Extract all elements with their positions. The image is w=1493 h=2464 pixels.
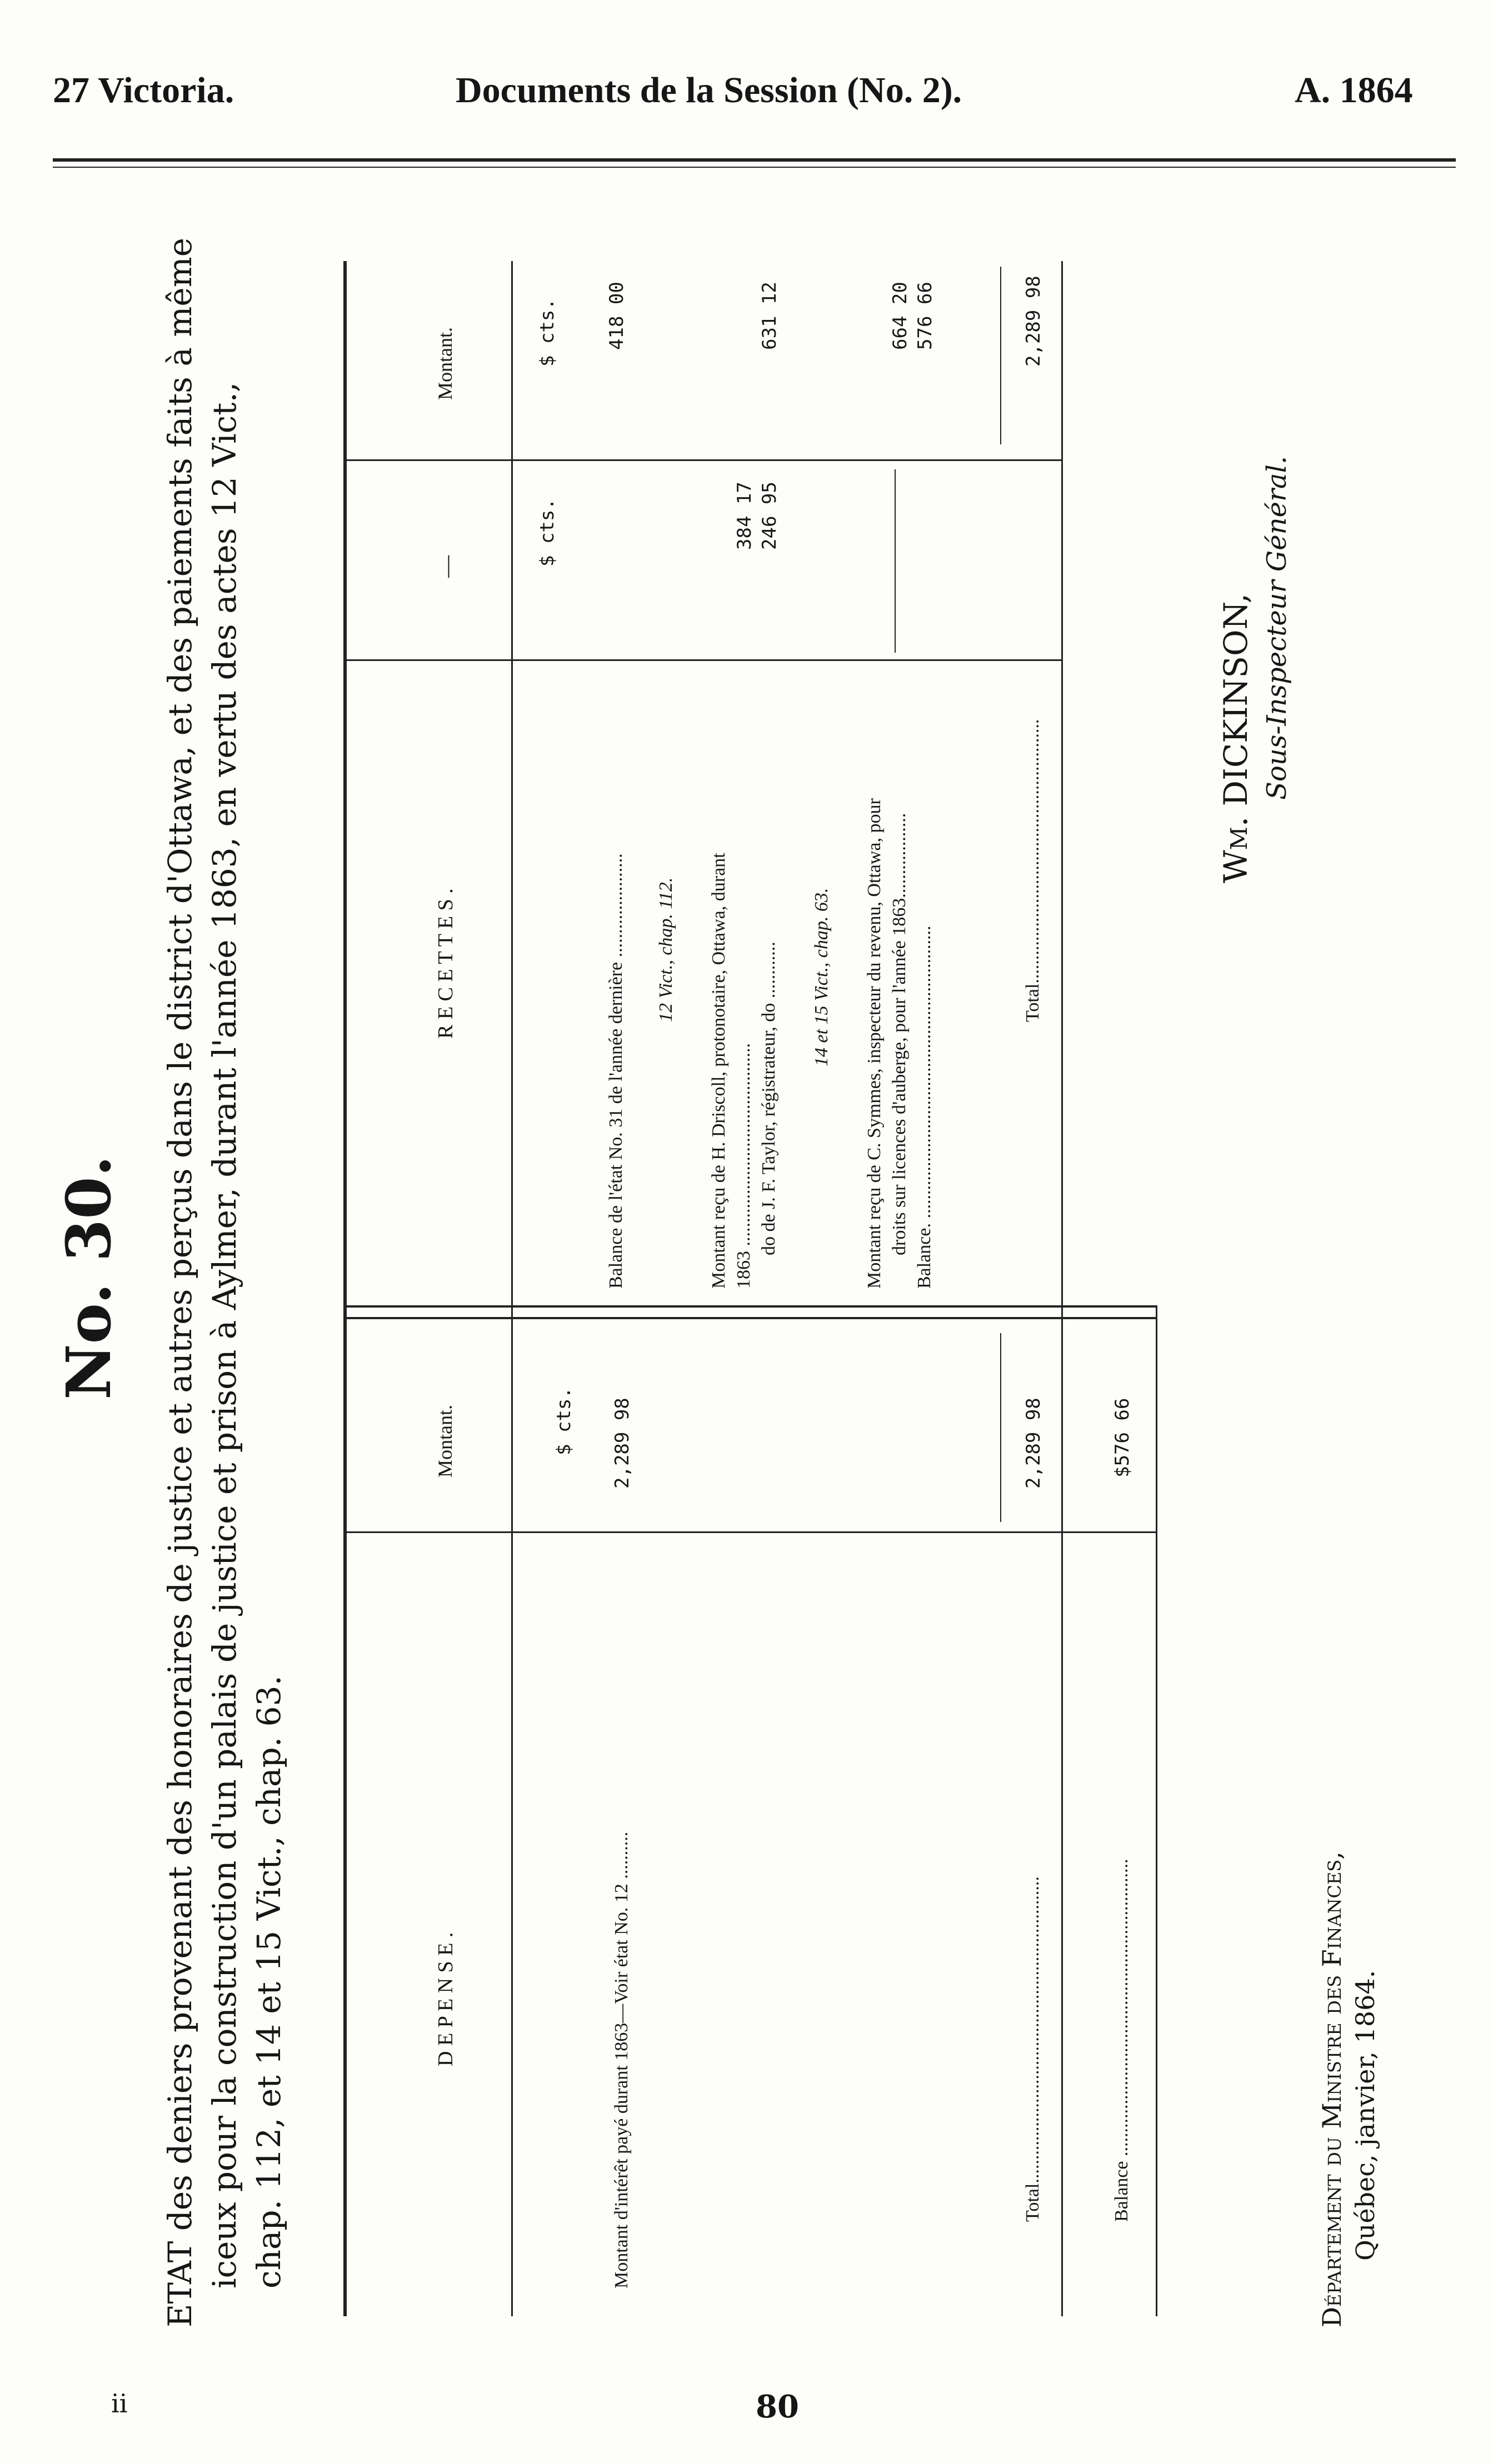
statement-number: No. 30. [53,1155,124,1400]
footer-department: Département du Ministre des Finances, [1317,1851,1347,2327]
title-line-2: iceux pour la construction d'un palais de justice et prison à Aylmer, durant l'année 1863, en vertu des actes 12 Vict., [206,382,243,2288]
depense-interest-value: 2,289 98 [611,1398,633,1489]
recettes-total-label: Total........................................................ [1022,719,1043,1022]
recettes-amount-sep [344,459,1061,461]
header-right: A. 1864 [1295,70,1413,111]
recettes-driscoll-line-2: 1863 ........................................... [733,1043,754,1289]
table-bottom-rule [1061,261,1063,2316]
recettes-subheading-14-15-vict: 14 et 15 Vict., chap. 63. [811,888,832,1066]
title-line-1: ETAT des deniers provenant des honoraires de justice et autres perçus dans le district d'Ottawa, et des paiements faits à même [161,237,199,2327]
footer-place-date: Québec, janvier, 1864. [1350,1970,1380,2261]
depense-heading: D E P E N S E . [434,1932,457,2066]
recettes-total-value: 2,289 98 [1022,276,1045,367]
center-sep-1 [344,1317,1156,1319]
recettes-balance-prev-value: 418 00 [606,282,628,350]
recettes-driscoll-value: 384 17 [733,482,756,550]
recettes-taylor-label: do de J. F. Taylor, régistrateur, do ............ [758,941,779,1255]
recettes-unit-2: $ cts. [536,298,558,367]
header-rule-thick [53,158,1456,162]
page-marker: ii [111,2388,128,2418]
balance-rule [1156,1305,1157,2316]
recettes-heading: R E C E T T E S . [434,888,457,1039]
table-header-rule [511,261,513,2316]
recettes-dash: — [434,555,459,578]
depense-interest-label: Montant d'intérêt payé durant 1863—Voir état No. 12 .......... [611,1831,632,2288]
recettes-subtotal-value: 631 12 [758,282,781,350]
depense-balance-value: $576 66 [1111,1398,1134,1478]
depense-amount-heading: Montant. [434,1405,456,1478]
recettes-driscoll-line-1: Montant reçu de H. Driscoll, protonotaire, Ottawa, durant [708,853,729,1289]
depense-balance-label: Balance ............................................................... [1111,1859,1132,2222]
depense-amount-sep [344,1531,1156,1533]
depense-unit: $ cts. [553,1387,575,1455]
recettes-sub-sep [344,659,1061,661]
recettes-amount-heading: Montant. [434,327,456,400]
signature-name: Wm. DICKINSON, [1217,593,1255,883]
recettes-subheading-12-vict: 12 Vict., chap. 112. [656,877,676,1022]
recettes-balance-label: Balance. .............................................................. [914,925,935,1289]
recettes-symmes-line-2: droits sur licences d'auberge, pour l'année 1863.................. [889,813,910,1255]
table-top-rule [343,261,347,2316]
recettes-unit-1: $ cts. [536,498,558,567]
recettes-total-rule [1000,267,1001,444]
title-line-3: chap. 112, et 14 et 15 Vict., chap. 63. [250,1675,288,2288]
page-number: 80 [756,2388,799,2425]
recettes-symmes-line-1: Montant reçu de C. Symmes, inspecteur du revenu, Ottawa, pour [864,798,885,1289]
recettes-balance-value: 576 66 [914,282,936,350]
recettes-taylor-value: 246 95 [758,482,781,550]
header-left: 27 Victoria. [53,70,234,111]
recettes-symmes-value: 664 20 [889,282,911,350]
signature-title: Sous-Inspecteur Général. [1261,455,1292,800]
depense-total-value: 2,289 98 [1022,1398,1045,1489]
recettes-sub-rule [895,469,896,653]
header-rule-thin [53,167,1456,168]
rotated-statement [0,189,1389,2344]
center-sep-2 [344,1305,1156,1308]
recettes-balance-prev-label: Balance de l'état No. 31 de l'année dernière ...................... [606,853,626,1289]
header-center: Documents de la Session (No. 2). [456,70,962,111]
depense-total-label: Total................................................................. [1022,1876,1043,2222]
depense-total-rule [1000,1333,1001,1522]
